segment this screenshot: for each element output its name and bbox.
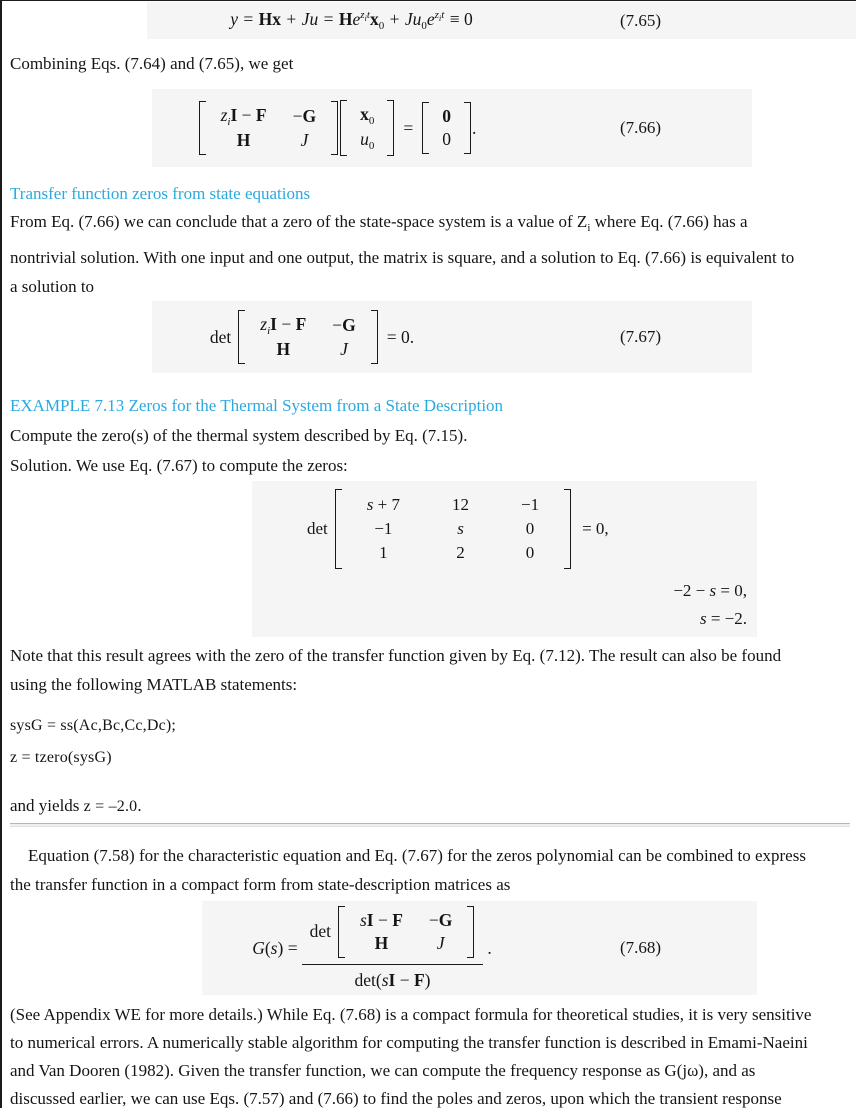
matlab-code-line-2: z = tzero(sysG)	[10, 749, 112, 766]
text-line: and Van Dooren (1982). Given the transfer function, we can compute the frequency response as G(jω), and as	[10, 1061, 756, 1080]
math-token: F	[413, 969, 425, 990]
section-divider	[10, 823, 850, 827]
paren: )	[277, 937, 284, 958]
matrix-cells	[348, 906, 464, 958]
math-token: I	[230, 105, 238, 125]
equation-7-68	[2, 901, 856, 995]
determinant-row	[252, 481, 757, 577]
matrix-cell: J	[436, 932, 445, 953]
equation-7-66	[2, 89, 856, 167]
math-token: I	[366, 909, 374, 930]
matrix-cell: 0	[525, 519, 535, 538]
minus-op: −	[276, 314, 296, 334]
bracket-right	[564, 489, 571, 569]
paren: (	[264, 937, 271, 958]
math-token: x	[369, 9, 379, 29]
matrix-cells	[248, 310, 368, 364]
math-token: t	[441, 9, 445, 21]
equals-op: =	[283, 937, 298, 958]
math-token: = −2.	[706, 609, 747, 628]
paren: )	[424, 969, 431, 990]
math-token: F	[392, 909, 403, 930]
math-token: s	[270, 937, 278, 958]
minus-op: −	[373, 909, 393, 930]
math-token: i	[364, 13, 367, 23]
bracket-right	[331, 101, 338, 155]
math-token: G	[342, 315, 356, 335]
math-token: s	[709, 581, 717, 600]
det-operator: det	[309, 921, 331, 941]
bracket-left	[199, 101, 206, 155]
superscript	[435, 9, 445, 21]
equals-rhs: = 0.	[386, 326, 415, 347]
math-token: Ju	[301, 9, 319, 29]
paragraph-combined-form	[10, 841, 806, 899]
matrix-cell: J	[340, 339, 348, 359]
equals-rhs: = 0,	[582, 519, 609, 538]
bracket-left	[238, 310, 245, 364]
vector-2x1	[422, 102, 471, 154]
matrix-cells	[432, 102, 461, 154]
fraction	[302, 906, 484, 991]
text-line: the transfer function in a compact form from state-description matrices as	[10, 875, 511, 894]
matrix-cell: 0	[442, 106, 451, 126]
bracket-left	[335, 489, 342, 569]
matrix-cell: H	[236, 130, 251, 150]
subscript: i	[227, 116, 231, 128]
equation-content	[102, 301, 522, 373]
identical-op: ≡ 0	[445, 9, 473, 29]
equation-7-65	[2, 2, 856, 39]
matrix-cell: 2	[456, 543, 465, 562]
math-token: e	[426, 9, 435, 29]
math-token: G	[302, 106, 317, 126]
fraction-numerator	[302, 906, 484, 964]
derivation-line	[252, 577, 757, 605]
subscript: 0	[368, 140, 375, 152]
matrix-2x2	[199, 101, 339, 155]
equation-7-67	[2, 301, 856, 373]
math-token: Ju	[404, 9, 422, 29]
math-token: H	[338, 9, 353, 29]
math-expression	[210, 310, 414, 364]
matlab-code-line-1: sysG = ss(Ac,Bc,Cc,Dc);	[10, 717, 177, 734]
matrix-cells	[209, 101, 329, 155]
equals-op: =	[403, 117, 414, 138]
minus-op: −	[332, 315, 343, 335]
matrix-cell: 1	[379, 543, 388, 562]
minus-op: −	[292, 106, 303, 126]
plus-op: +	[282, 9, 301, 29]
math-token: Hx	[258, 9, 282, 29]
paragraph-compute: Compute the zero(s) of the thermal system described by Eq. (7.15).	[10, 426, 468, 445]
equation-content	[152, 901, 592, 995]
matrix-2x2	[238, 310, 378, 364]
bracket-right	[467, 906, 474, 958]
equals-op: =	[239, 9, 258, 29]
bracket-left	[338, 906, 345, 958]
matrix-cell: −1	[521, 495, 540, 514]
math-token: G	[252, 937, 265, 958]
math-token: e	[352, 9, 361, 29]
math-token: u	[360, 129, 369, 149]
math-token: F	[295, 314, 307, 334]
minus-op: −	[395, 969, 414, 990]
superscript	[360, 9, 370, 21]
matrix-cell: −1	[374, 519, 393, 538]
fraction-denominator	[302, 964, 484, 991]
equation-content	[102, 89, 572, 167]
text-line: nontrivial solution. With one input and one output, the matrix is square, and a solution to Eq. (7.66) is equivalent to	[10, 248, 795, 267]
paragraph-final	[10, 1001, 811, 1108]
matrix-cell	[360, 129, 374, 152]
matrix-cell: H	[374, 932, 389, 953]
text-line: a solution to	[10, 277, 95, 296]
math-expression	[252, 906, 492, 991]
subscript: i	[587, 222, 591, 234]
matrix-cell	[260, 314, 306, 337]
text-run: From Eq. (7.66) we can conclude that a zero of the state-space system is a value of Z	[10, 212, 588, 231]
matrix-cell	[360, 910, 403, 931]
equation-number: (7.68)	[620, 938, 662, 957]
bracket-left	[340, 100, 347, 156]
math-token: s	[699, 609, 707, 628]
subscript: i	[267, 325, 271, 337]
text-line: Equation (7.58) for the characteristic equation and Eq. (7.67) for the zeros polynomial can be combined to express	[28, 846, 806, 865]
matrix-cell: 0	[525, 543, 535, 562]
math-token: + 7	[373, 495, 400, 514]
text-run: .	[137, 796, 142, 815]
math-token: z	[220, 105, 228, 125]
math-token: = 0,	[716, 581, 747, 600]
matrix-cell: 12	[452, 495, 469, 514]
example-determinant-block	[252, 481, 757, 637]
bracket-right	[464, 102, 471, 154]
paragraph-solution: Solution. We use Eq. (7.67) to compute the zeros:	[10, 456, 348, 475]
plus-op: +	[385, 9, 404, 29]
matrix-3x3	[335, 489, 571, 569]
text-line: (See Appendix WE for more details.) While Eq. (7.68) is a compact formula for theoretical studies, it is very sensitive	[10, 1005, 812, 1024]
math-token	[252, 938, 297, 959]
matrix-cell: J	[300, 130, 309, 150]
math-token: s	[359, 909, 367, 930]
det-operator: det(	[354, 969, 382, 990]
paragraph-note	[10, 641, 781, 699]
math-token: F	[255, 105, 267, 125]
matrix-cell: 0	[442, 129, 451, 149]
math-token: t	[366, 9, 370, 21]
equation-content	[92, 2, 612, 39]
matrix-2x2	[338, 906, 474, 958]
text-run: where Eq. (7.66) has a	[590, 212, 748, 231]
subscript: 0	[378, 20, 385, 32]
math-token: I	[388, 969, 396, 990]
math-expression	[198, 100, 477, 156]
math-token: z	[434, 9, 439, 21]
minus-op: −	[237, 105, 256, 125]
equation-number: (7.66)	[620, 118, 662, 137]
derivation-line	[252, 605, 757, 633]
bracket-right	[371, 310, 378, 364]
matrix-cell	[221, 105, 267, 128]
matrix-cells	[350, 100, 384, 156]
text-run: and yields	[10, 796, 84, 815]
bracket-left	[422, 102, 429, 154]
math-token: G	[438, 909, 453, 930]
text-line: discussed earlier, we can use Eqs. (7.57) and (7.66) to find the poles and zeros, upon which the transient response	[10, 1089, 782, 1108]
text-line: Note that this result agrees with the zero of the transfer function given by Eq. (7.12). The result can also be found	[10, 646, 782, 665]
math-token: z	[260, 314, 268, 334]
math-token: −2 −	[673, 581, 710, 600]
equation-number: (7.67)	[620, 327, 662, 346]
math-token: z	[360, 9, 365, 21]
period: .	[472, 117, 477, 138]
math-token: x	[360, 104, 369, 124]
subscript: 0	[368, 115, 375, 127]
math-token: I	[270, 314, 277, 334]
text-line	[10, 207, 794, 243]
example-heading: EXAMPLE 7.13 Zeros for the Thermal System from a State Description	[10, 396, 504, 415]
paragraph-zero-definition	[10, 207, 794, 301]
det-operator: det	[307, 519, 328, 538]
matrix-cell	[429, 910, 453, 931]
inline-code: z = –2.0	[83, 798, 138, 815]
math-token: i	[438, 13, 442, 23]
math-token: y	[230, 9, 239, 29]
text-line: using the following MATLAB statements:	[10, 675, 298, 694]
equation-number: (7.65)	[620, 10, 662, 30]
matrix-cells	[345, 489, 561, 569]
matrix-cell	[367, 495, 400, 515]
matrix-cell	[293, 106, 317, 127]
section-heading-transfer-zeros: Transfer function zeros from state equations	[10, 184, 311, 203]
matrix-cell	[360, 104, 374, 127]
math-expression	[230, 9, 473, 32]
paragraph-yields	[10, 791, 142, 820]
matrix-cell: H	[276, 339, 291, 359]
paragraph-combining: Combining Eqs. (7.64) and (7.65), we get	[10, 54, 294, 73]
math-token: s	[366, 495, 374, 514]
minus-op: −	[428, 909, 439, 930]
equals-op: =	[319, 9, 338, 29]
matrix-cell: s	[457, 519, 464, 538]
matrix-cell	[332, 315, 356, 336]
text-line: to numerical errors. A numerically stable algorithm for computing the transfer function is described in Emami-Naeini	[10, 1033, 808, 1052]
det-operator: det	[209, 326, 232, 347]
bracket-right	[387, 100, 394, 156]
period: .	[487, 937, 492, 958]
subscript: 0	[421, 20, 427, 32]
vector-2x1	[340, 100, 394, 156]
math-token: s	[381, 969, 389, 990]
